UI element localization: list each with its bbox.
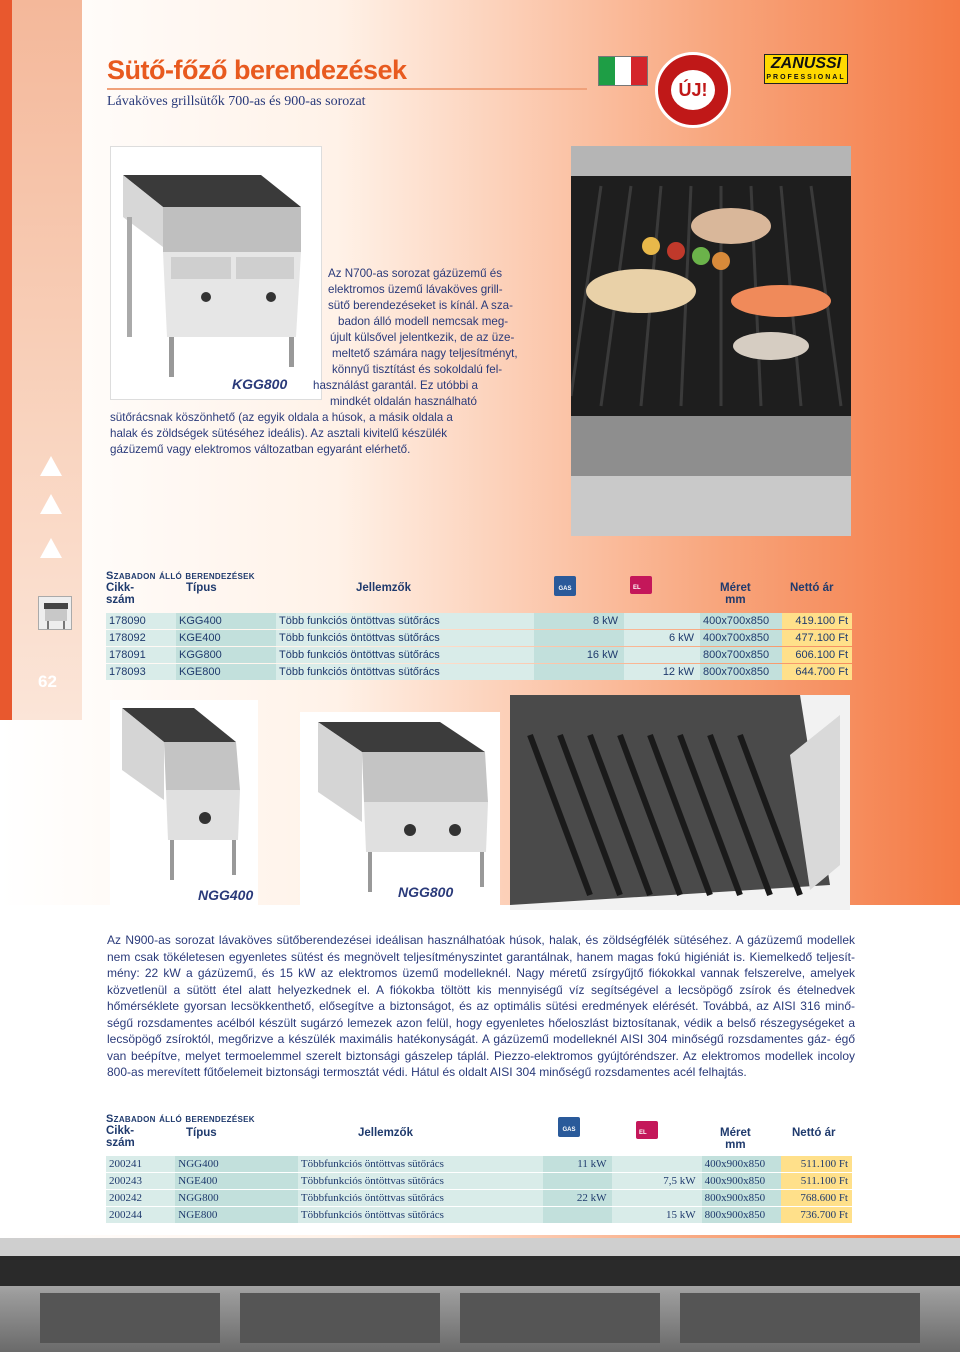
cell-size: 400x900x850 — [702, 1156, 781, 1172]
header-type: Típus — [186, 582, 217, 594]
cell-price: 477.100 Ft — [782, 630, 852, 646]
brand-logo — [764, 54, 848, 84]
cell-gas: 22 kW — [543, 1190, 612, 1206]
cell-features: Többfunkciós öntöttvas sütőrács — [298, 1207, 543, 1223]
cell-type: NGE800 — [175, 1207, 298, 1223]
cell-code: 178091 — [106, 647, 176, 663]
cell-code: 200241 — [106, 1156, 175, 1172]
cell-price: 511.100 Ft — [781, 1156, 852, 1172]
cell-el: 6 kW — [624, 630, 700, 646]
cell-el — [624, 613, 700, 629]
table-row — [106, 664, 852, 680]
cell-gas: 16 kW — [534, 647, 624, 663]
cell-features: Több funkciós öntöttvas sütőrács — [276, 647, 534, 663]
cell-price: 511.100 Ft — [781, 1173, 852, 1189]
cell-price: 644.700 Ft — [782, 664, 852, 680]
header-size: Méret mm — [720, 582, 751, 606]
intro-text — [110, 266, 530, 458]
label-ngg400: NGG400 — [198, 887, 254, 903]
cell-el — [612, 1156, 701, 1172]
cell-features: Több funkciós öntöttvas sütőrács — [276, 630, 534, 646]
cell-gas — [543, 1207, 612, 1223]
new-product-badge — [655, 52, 731, 128]
cell-size: 400x700x850 — [700, 613, 782, 629]
cell-features: Többfunkciós öntöttvas sütőrács — [298, 1190, 543, 1206]
cell-size: 800x700x850 — [700, 647, 782, 663]
table-row — [106, 630, 852, 646]
grilled-food-photo — [571, 146, 851, 536]
table-header — [106, 582, 852, 612]
cell-type: KGG800 — [176, 647, 276, 663]
cell-size: 800x700x850 — [700, 664, 782, 680]
intro-line: sütő berendezéseket is kínál. A sza- — [328, 299, 513, 312]
side-stripe-accent — [0, 0, 12, 720]
intro-line: Az N700-as sorozat gázüzemű és — [328, 267, 502, 280]
electric-icon: EL — [630, 576, 652, 594]
cell-gas — [534, 630, 624, 646]
cell-el: 12 kW — [624, 664, 700, 680]
cell-size: 400x700x850 — [700, 630, 782, 646]
cell-type: NGG800 — [175, 1190, 298, 1206]
label-ngg800: NGG800 — [398, 884, 454, 900]
intro-line: elektromos üzemű lávaköves grill- — [328, 283, 503, 296]
table-row — [106, 613, 852, 629]
label-kgg800: KGG800 — [232, 376, 288, 392]
cell-type: NGE400 — [175, 1173, 298, 1189]
cell-code: 200242 — [106, 1190, 175, 1206]
kitchen-line-photo — [0, 1238, 960, 1352]
intro-line: halak és zöldségek sütéséhez ideális). Az asztali kivitelű készülék — [110, 427, 448, 440]
cell-code: 178090 — [106, 613, 176, 629]
electric-icon: EL — [636, 1121, 658, 1139]
cell-el — [612, 1190, 701, 1206]
cell-gas: 8 kW — [534, 613, 624, 629]
header-code: Cikk- szám — [106, 1125, 135, 1149]
cell-gas: 11 kW — [543, 1156, 612, 1172]
cell-features: Többfunkciós öntöttvas sütőrács — [298, 1156, 543, 1172]
cell-size: 800x900x850 — [702, 1190, 781, 1206]
page-number: 62 — [38, 672, 57, 691]
header-size: Méret mm — [720, 1127, 751, 1151]
cell-type: KGG400 — [176, 613, 276, 629]
cell-features: Több funkciós öntöttvas sütőrács — [276, 664, 534, 680]
table-row — [106, 1207, 852, 1223]
cell-type: NGG400 — [175, 1156, 298, 1172]
table-row — [106, 647, 852, 663]
brand-name: ZANUSSI — [770, 55, 842, 72]
header-code: Cikk- szám — [106, 582, 135, 606]
italy-flag-icon — [598, 56, 648, 86]
triangle-icon — [40, 494, 62, 514]
cell-code: 178092 — [106, 630, 176, 646]
cell-size: 400x900x850 — [702, 1173, 781, 1189]
cell-type: KGE400 — [176, 630, 276, 646]
cell-price: 736.700 Ft — [781, 1207, 852, 1223]
triangle-icon — [40, 538, 62, 558]
table-row — [106, 1156, 852, 1172]
header-type: Típus — [186, 1127, 217, 1139]
product-photo-ngg800 — [300, 712, 500, 908]
thumbnail-grill-icon — [38, 596, 72, 630]
table-row — [106, 1190, 852, 1206]
cell-size: 800x900x850 — [702, 1207, 781, 1223]
title-underline — [107, 88, 587, 90]
table-header — [106, 1125, 852, 1155]
header-features: Jellemzők — [358, 1127, 413, 1139]
cell-price: 419.100 Ft — [782, 613, 852, 629]
triangle-icon — [40, 456, 62, 476]
intro-line: sütőrácsnak köszönhető (az egyik oldala a húsok, a másik oldala a — [110, 411, 453, 424]
cell-features: Több funkciós öntöttvas sütőrács — [276, 613, 534, 629]
page-subtitle: Lávaköves grillsütők 700-as és 900-as sorozat — [107, 94, 366, 109]
cell-el — [624, 647, 700, 663]
body-text: Az N900-as sorozat lávaköves sütőberendezései ideálisan használhatóak húsok, halak, és zöldségfélék sütéséhez. A gázüzemű modellek nem csak tökéletesen egyenletes sütést és megnövelt teljesítményszintet garantálnak, hanem magas fokú higiéniát is. Kiemelkedő teljesít- mény: 22 kW a gázüzemű, és 15 kW az elektromos üzemű modelleknél. Nagy méretű zsírgyűjtő fiókokkal vannak felszerelve, amelyek közvetlenül a sütött étel alatt helyezkednek el. A fiókokba töltött kis mennyiségű víz segítségével a lecsöpögő zsírok és ételnedvek hőmérséklete gyorsan lecsökkenthető, elősegítve a biztonságot, és az optimális sütési eredmények elérését. Továbbá, az AISI 316 minő- ségű rozsdamentes acélból készült sugárzó lemezek azon felül, hogy egyenletes hőeloszlást biztosítanak, védik a belső részegységeket a lecsöpögő zsíroktól, megőrizve a készülék maximális hatékonyságát. A gázüzemű modelleknél AISI 304 minőségű rozsdamentes gáz- égő van beépítve, melyet termoelemmel szerelt biztonsági gászelep táplál. Piezzo-elektromos gyújtóréndszer. Az elektromos modellek incoloy 800-as merevített fűtőelemeit biztonsági termosztát védi. Hátul és oldalt AISI 304 minőségű rozsdamentes acél felhajtás. — [107, 933, 855, 1079]
intro-line: badon álló modell nemcsak meg- — [338, 315, 509, 328]
cell-code: 200243 — [106, 1173, 175, 1189]
intro-line: használást garantál. Ez utóbbi a — [313, 379, 478, 392]
table-body — [106, 1156, 852, 1223]
cell-gas — [543, 1173, 612, 1189]
cell-code: 178093 — [106, 664, 176, 680]
cell-gas — [534, 664, 624, 680]
table-title: Szabadon álló berendezések — [106, 1113, 255, 1125]
cell-price: 606.100 Ft — [782, 647, 852, 663]
badge-label: ÚJ! — [671, 70, 715, 110]
header-price: Nettó ár — [792, 1127, 836, 1139]
gas-icon: GAS — [558, 1117, 580, 1137]
product-table-700 — [106, 570, 852, 680]
cell-type: KGE800 — [176, 664, 276, 680]
product-photo-ngg400 — [110, 700, 258, 910]
cell-el: 7,5 kW — [612, 1173, 701, 1189]
cell-features: Többfunkciós öntöttvas sütőrács — [298, 1173, 543, 1189]
grate-closeup-photo — [510, 695, 850, 910]
table-body — [106, 613, 852, 680]
header-price: Nettó ár — [790, 582, 834, 594]
table-title: Szabadon álló berendezések — [106, 570, 255, 582]
cell-price: 768.600 Ft — [781, 1190, 852, 1206]
intro-line: meltető számára nagy teljesítményt, — [332, 347, 518, 360]
gas-icon: GAS — [554, 576, 576, 596]
page-title: Sütő-főző berendezések — [107, 55, 407, 85]
intro-line: újult külsővel jelentkezik, de az üze- — [330, 331, 515, 344]
product-table-900 — [106, 1113, 852, 1223]
brand-subtitle: PROFESSIONAL — [766, 74, 846, 81]
cell-code: 200244 — [106, 1207, 175, 1223]
cell-el: 15 kW — [612, 1207, 701, 1223]
intro-line: gázüzemű vagy elektromos változatban egyaránt elérhető. — [110, 443, 411, 456]
intro-line: mindkét oldalán használható — [330, 395, 477, 408]
table-row — [106, 1173, 852, 1189]
header-features: Jellemzők — [356, 582, 411, 594]
intro-line: könnyű tisztítást és sokoldalú fel- — [332, 363, 503, 376]
